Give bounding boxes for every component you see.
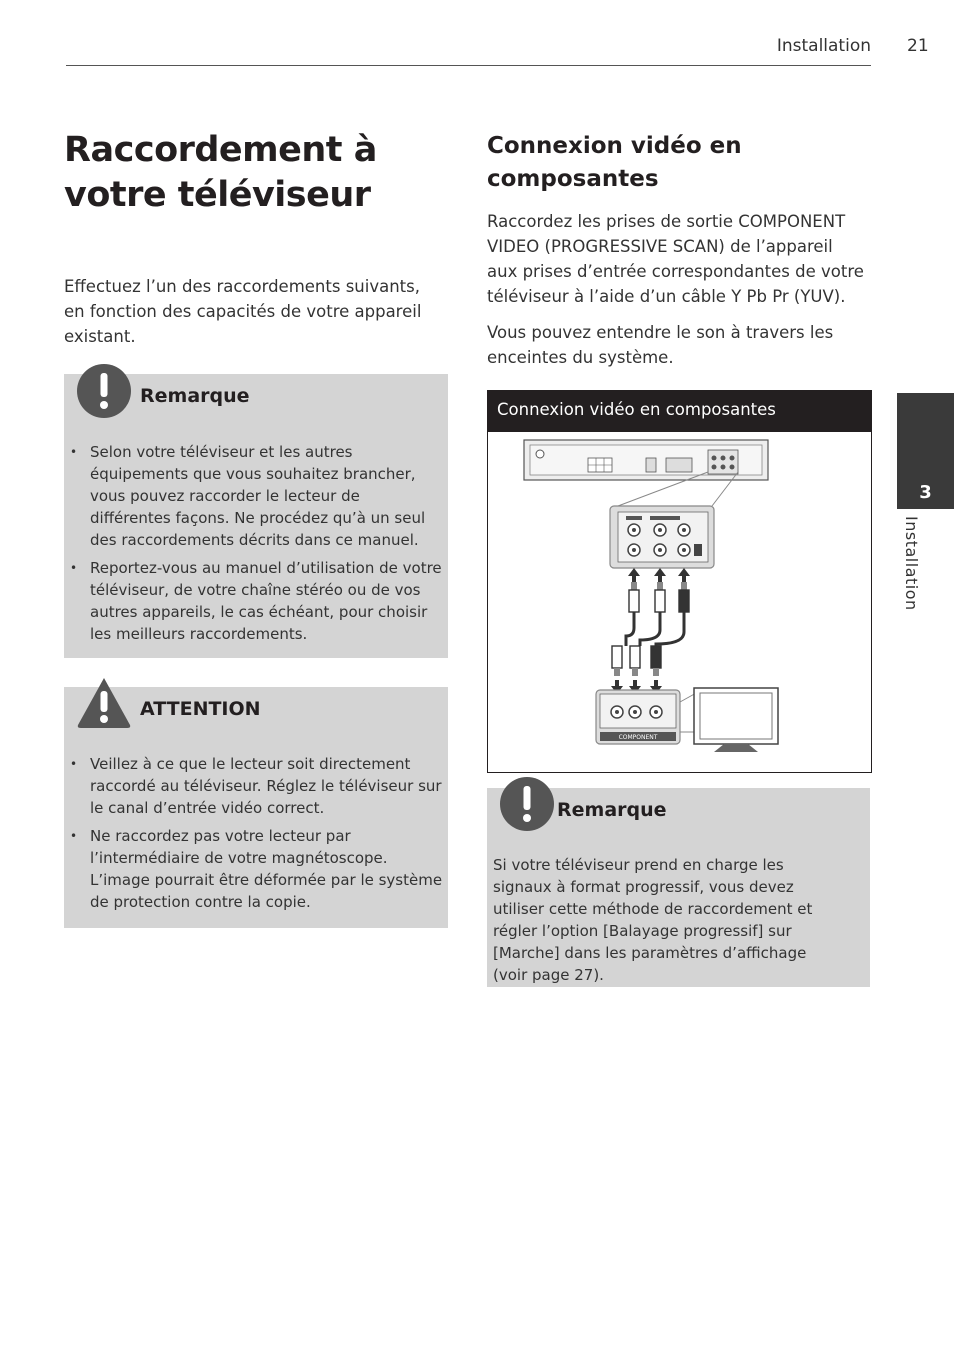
page-header [66,36,871,66]
exclamation-circle-icon [76,363,132,419]
television [694,688,778,752]
section-title: Connexion vidéo en composantes [487,133,742,192]
jack-panel-zoom [610,506,714,568]
note-list [64,441,444,651]
component-connection-diagram [488,432,870,771]
page-number: 21 [907,36,929,56]
section-paragraph-2: Vous pouvez entendre le son à travers les enceintes du système. [487,323,834,367]
exclamation-circle-icon [499,776,555,832]
list-item: • Selon votre téléviseur et les autres équipements que vous souhaitez brancher, vous pouvez raccorder le lecteur de différentes façons. Ne procédez qu’à un seul des raccordements décrits dans ce manuel. [64,441,444,551]
chapter-tab [897,393,954,509]
list-item: • Veillez à ce que le lecteur soit directement raccordé au téléviseur. Réglez le téléviseur sur le canal d’entrée vidéo correct. [64,753,446,819]
cable-plugs-top [629,582,689,612]
component-cable [626,612,684,646]
warning-triangle-icon [76,675,132,731]
note-box [64,374,448,658]
note-box-right [487,788,870,987]
tv-jack-label: COMPONENT [618,734,658,741]
intro-paragraph: Effectuez l’un des raccordements suivants, en fonction des capacités de votre appareil existant. [64,277,422,346]
tv-jack-panel [596,690,680,744]
player-device [524,440,768,480]
list-item: • Reportez-vous au manuel d’utilisation de votre téléviseur, de votre chaîne stéréo ou de vos autres appareils, le cas échéant, pour choisir les meilleurs raccordements. [64,557,444,645]
cable-plugs-bottom [612,646,661,676]
page-title: Raccordement à votre téléviseur [64,130,377,215]
caution-box [64,687,448,928]
caution-list [64,753,446,919]
connection-figure [487,390,872,773]
note-title: Remarque [557,799,667,821]
note-title: Remarque [140,385,250,407]
chapter-number: 3 [919,482,932,503]
chapter-label: Installation [902,516,921,611]
figure-caption: Connexion vidéo en composantes [488,391,871,432]
header-section-title: Installation [776,36,871,56]
note-text: Si votre téléviseur prend en charge les signaux à format progressif, vous devez utiliser cette méthode de raccordement et régler l’option [Balayage progressif] sur [Marche] dans les paramètres d’affichage (voir page 27). [493,856,813,984]
caution-title: ATTENTION [140,698,261,720]
section-paragraph-1: Raccordez les prises de sortie COMPONENT VIDEO (PROGRESSIVE SCAN) de l’appareil aux prises d’entrée correspondantes de votre téléviseur à l’aide d’un câble Y Pb Pr (YUV). [487,212,864,306]
list-item: • Ne raccordez pas votre lecteur par l’intermédiaire de votre magnétoscope. L’image pourrait être déformée par le système de protection contre la copie. [64,825,446,913]
